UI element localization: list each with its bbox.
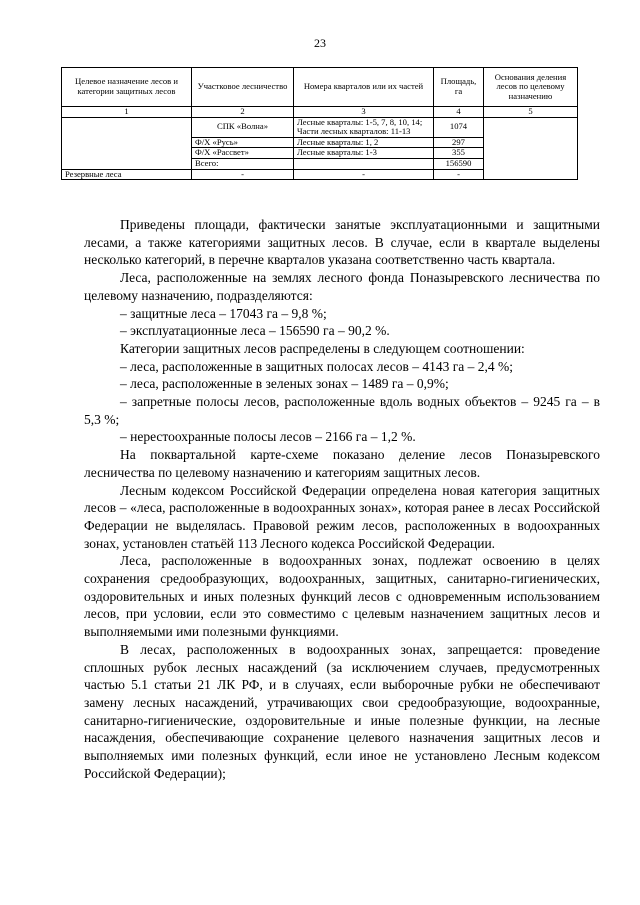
forestry-cell: СПК «Волна» — [192, 117, 294, 137]
list-item: – защитные леса – 17043 га – 9,8 %; — [120, 305, 327, 321]
col-number: 1 — [62, 107, 192, 118]
document-body — [84, 216, 600, 783]
quarters-line: Лесные кварталы: 1-5, 7, 8, 10, 14; — [297, 116, 423, 127]
page-number: 23 — [314, 36, 326, 50]
reserve-area: - — [434, 169, 484, 180]
col-number: 4 — [434, 107, 484, 118]
quarters-cell: Лесные кварталы: 1, 2 — [294, 137, 434, 148]
paragraph: Категории защитных лесов распределены в следующем соотношении: — [120, 340, 525, 356]
col-number: 5 — [484, 107, 578, 118]
quarters-cell — [294, 158, 434, 169]
list-item: – запретные полосы лесов, расположенные вдоль водных объектов – 9245 га – в 5,3 %; — [84, 394, 600, 427]
quarters-cell — [294, 117, 434, 137]
list-item: – эксплуатационные леса – 156590 га – 90,2 %. — [120, 323, 390, 339]
header-quarters: Номера кварталов или их частей — [294, 68, 434, 107]
forestry-cell: Ф/Х «Рассвет» — [192, 148, 294, 159]
reserve-quarters: - — [294, 169, 434, 180]
paragraph: Леса, расположенные на землях лесного фонда Поназыревского лесничества по целевому назначению, подразделяются: — [84, 270, 600, 303]
col-number: 3 — [294, 107, 434, 118]
reserve-forestry: - — [192, 169, 294, 180]
paragraph: На поквартальной карте-схеме показано деление лесов Поназыревского лесничества по целевому назначению и категориям защитных лесов. — [84, 447, 600, 480]
forestry-cell: Ф/Х «Русь» — [192, 137, 294, 148]
paragraph: В лесах, расположенных в водоохранных зонах, запрещается: проведение сплошных рубок лесных насаждений (за исключением случаев, предусмотренных частью 5.1 статьи 21 ЛК РФ, и в случаях, если выборочные рубки не обеспечивают замену лесных насаждений, утрачивающих свои средообразующие, водоохранные, санитарно-гигиенические, оздоровительные и иные полезные функции, на лесные насаждения, обеспечивающие сохранение целевого назначения защитных лесов и выполняемых ими полезных функций, если иное не установлено Лесным кодексом Российской Федерации); — [84, 641, 600, 781]
list-item: – леса, расположенные в зеленых зонах – 1489 га – 0,9%; — [120, 376, 449, 392]
reserve-category: Резервные леса — [62, 169, 192, 180]
header-basis: Основания деления лесов по целевому назначению — [484, 68, 578, 107]
header-forestry: Участковое лесничество — [192, 68, 294, 107]
quarters-line: Части лесных кварталов: 11-13 — [297, 126, 411, 137]
paragraph: Приведены площади, фактически занятые эксплуатационными и защитными лесами, а также категориями защитных лесов. В случае, если в квартале выделены несколько категорий, в перечне кварталов указана соответственно часть квартала. — [84, 217, 600, 268]
header-category: Целевое назначение лесов и категории защитных лесов — [62, 68, 192, 107]
table-row — [62, 117, 578, 137]
area-cell: 355 — [434, 148, 484, 159]
category-cell-empty — [62, 117, 192, 169]
col-number: 2 — [192, 107, 294, 118]
list-item: – нерестоохранные полосы лесов – 2166 га – 1,2 %. — [120, 429, 416, 445]
column-number-row — [62, 107, 578, 118]
area-cell: 1074 — [434, 117, 484, 137]
total-area: 156590 — [434, 158, 484, 169]
table-header-row — [62, 68, 578, 107]
forest-purpose-table — [61, 67, 578, 180]
header-area: Площадь, га — [434, 68, 484, 107]
quarters-cell: Лесные кварталы: 1-3 — [294, 148, 434, 159]
total-label: Всего: — [192, 158, 294, 169]
basis-cell-empty — [484, 117, 578, 180]
paragraph: Лесным кодексом Российской Федерации определена новая категория защитных лесов – «леса, расположенные в водоохранных зонах», которая ранее в лесах Российской Федерации не выделялась. Правовой режим лесов, расположенных в водоохранных зонах, установлен статьёй 113 Лесного кодекса Российской Федерации. — [84, 482, 600, 551]
area-cell: 297 — [434, 137, 484, 148]
list-item: – леса, расположенные в защитных полосах лесов – 4143 га – 2,4 %; — [120, 358, 514, 374]
paragraph: Леса, расположенные в водоохранных зонах, подлежат освоению в целях сохранения средообразующих, водоохранных, защитных, санитарно-гигиенических, оздоровительных и иных полезных функций лесов с одновременным использованием лесов, при условии, если это совместимо с целевым назначением защитных лесов и выполняемыми ими полезными функциями. — [84, 553, 600, 640]
